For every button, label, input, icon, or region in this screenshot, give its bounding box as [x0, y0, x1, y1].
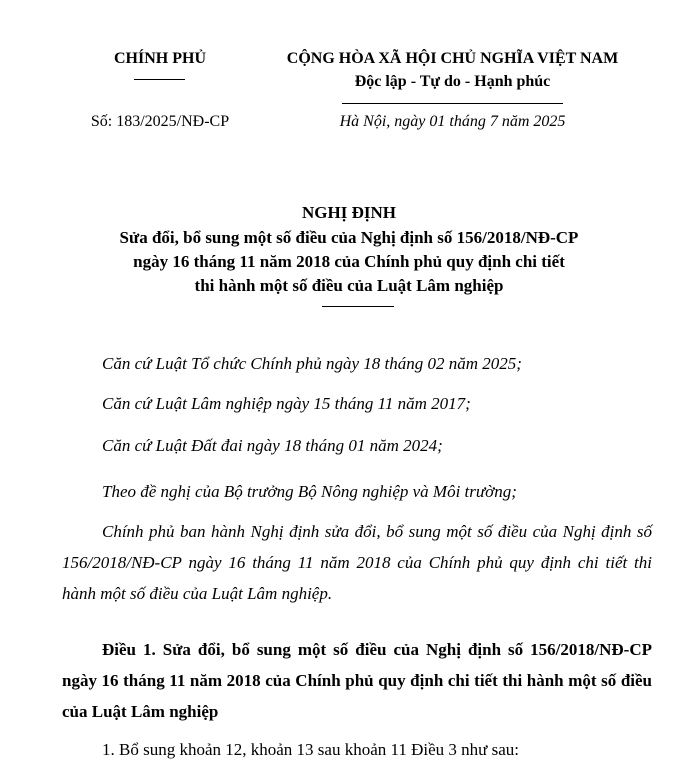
- article-1-item-1: 1. Bổ sung khoản 12, khoản 13 sau khoản 11 Điều 3 như sau:: [102, 740, 520, 759]
- agency-underline: [134, 79, 185, 80]
- title-line: thi hành một số điều của Luật Lâm nghiệp: [194, 276, 504, 295]
- motto-underline: [342, 103, 563, 104]
- title-line: Sửa đổi, bổ sung một số điều của Nghị định số 156/2018/NĐ-CP: [119, 228, 579, 247]
- national-motto: Độc lập - Tự do - Hạnh phúc: [354, 73, 551, 90]
- preamble-basis: Căn cứ Luật Tổ chức Chính phủ ngày 18 tháng 02 năm 2025;: [102, 354, 522, 373]
- place-date: Hà Nội, ngày 01 tháng 7 năm 2025: [339, 113, 566, 130]
- preamble-basis: Căn cứ Luật Đất đai ngày 18 tháng 01 năm 2024;: [102, 436, 443, 455]
- national-title: CỘNG HÒA XÃ HỘI CHỦ NGHĨA VIỆT NAM: [286, 50, 619, 67]
- issuing-agency: CHÍNH PHỦ: [114, 50, 206, 67]
- preamble-enactment: Chính phủ ban hành Nghị định sửa đổi, bổ sung một số điều của Nghị định số 156/2018/NĐ-CP ngày 16 tháng 11 năm 2018 của Chính phủ quy định chi tiết thi hành một số điều của Luật Lâm nghiệp.: [62, 522, 652, 603]
- document-type: NGHỊ ĐỊNH: [302, 203, 396, 222]
- title-underline: [322, 306, 394, 307]
- preamble-basis: Căn cứ Luật Lâm nghiệp ngày 15 tháng 11 năm 2017;: [102, 394, 471, 413]
- article-1-heading: Điều 1. Sửa đổi, bổ sung một số điều của Nghị định số 156/2018/NĐ-CP ngày 16 tháng 11 năm 2018 của Chính phủ quy định chi tiết thi hành một số điều của Luật Lâm nghiệp: [62, 640, 652, 721]
- document-number: Số: 183/2025/NĐ-CP: [90, 113, 230, 130]
- title-line: ngày 16 tháng 11 năm 2018 của Chính phủ quy định chi tiết: [133, 252, 565, 271]
- preamble-proposal: Theo đề nghị của Bộ trưởng Bộ Nông nghiệp và Môi trường;: [102, 482, 517, 501]
